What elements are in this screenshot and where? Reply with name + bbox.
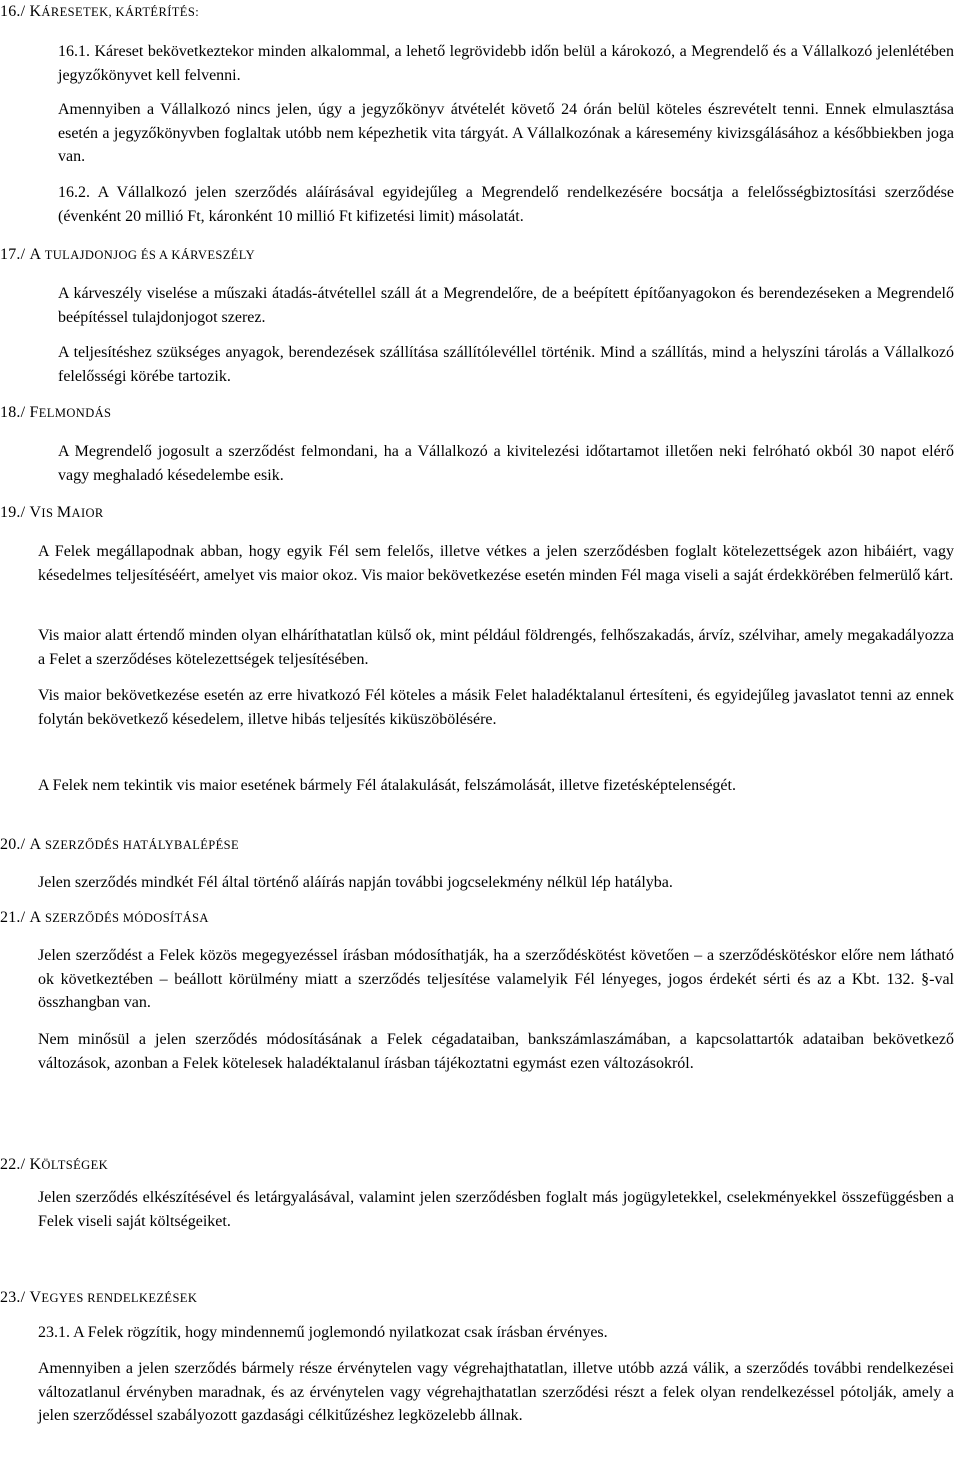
paragraph-19-1: A Felek megállapodnak abban, hogy egyik Fél sem felelős, illetve vétkes a jelen szerződésben foglalt kötelezettségek azon hibáiért, vagy késedelmes teljesítéséért, amelyet vis maior okoz. Vis maior bekövetkezése esetén minden Fél maga viseli a saját érdekkörében felmerülő kárt. xyxy=(38,543,954,584)
section-number: 22./ xyxy=(0,1156,26,1173)
section-17-heading xyxy=(0,243,255,268)
title-rest: ÖLTSÉGEK xyxy=(41,1158,109,1172)
paragraph-21-2: Nem minősül a jelen szerződés módosításának a Felek cégadataiban, bankszámlaszámában, a kapcsolattartók adataiban bekövetkező változások, azonban a Felek kötelesek haladéktalanul írásban tájékoztatni egymást ezen változásokról. xyxy=(38,1031,954,1072)
title-initial: V xyxy=(29,1289,42,1306)
section-title xyxy=(29,248,255,262)
title-rest: IS xyxy=(41,506,57,520)
section-16-heading xyxy=(0,0,199,25)
section-number: 19./ xyxy=(0,504,26,521)
section-title xyxy=(29,911,208,925)
paragraph-17-1: A kárveszély viselése a műszaki átadás-átvétellel száll át a Megrendelőre, de a beépített építőanyagokon és berendezéseken a Megrendelő beépítéssel tulajdonjogot szerez. xyxy=(58,285,954,326)
section-title xyxy=(29,506,103,520)
section-20-heading xyxy=(0,833,239,858)
section-number: 23./ xyxy=(0,1289,26,1306)
paragraph-16-1-b: Amennyiben a Vállalkozó nincs jelen, úgy a jegyzőkönyv átvételét követő 24 órán belül köteles észrevételt tenni. Ennek elmulasztása esetén a jegyzőkönyvben foglaltak utóbb nem képezhetik vita tárgyát. A Vállalkozónak a káresemény kivizsgálásához a későbbiekben joga van. xyxy=(58,101,954,165)
section-19-heading xyxy=(0,501,104,526)
paragraph-22-1: Jelen szerződés elkészítésével és letárgyalásával, valamint jelen szerződésben foglalt más jogügyletekkel, cselekményekkel összefüggésben a Felek viseli saját költségeiket. xyxy=(38,1189,954,1230)
section-number: 21./ xyxy=(0,909,26,926)
title-rest: EGYES RENDELKEZÉSEK xyxy=(41,1291,198,1305)
title-rest: AIOR xyxy=(71,506,104,520)
section-title xyxy=(29,5,199,19)
section-18-heading xyxy=(0,401,111,426)
title-initial: M xyxy=(56,504,72,521)
title-rest: ÁRESETEK, KÁRTÉRÍTÉS: xyxy=(41,5,200,19)
title-initial: A xyxy=(29,836,42,853)
title-initial: A xyxy=(29,909,42,926)
section-title xyxy=(29,1158,108,1172)
paragraph-21-1: Jelen szerződést a Felek közös megegyezéssel írásban módosíthatják, ha a szerződéskötést követően – a szerződéskötéskor előre nem látható ok következtében – beállott körülmény miatt a szerződés teljesítése valamelyik Fél lényeges, jogos érdekét sérti és az a Kbt. 132. §-val összhangban van. xyxy=(38,947,954,1011)
section-title xyxy=(29,838,239,852)
title-rest: SZERZŐDÉS HATÁLYBALÉPÉSE xyxy=(41,838,240,852)
section-title xyxy=(29,406,111,420)
section-22-heading xyxy=(0,1153,108,1178)
section-number: 17./ xyxy=(0,246,26,263)
paragraph-16-2: 16.2. A Vállalkozó jelen szerződés aláírásával egyidejűleg a Megrendelő rendelkezésére bocsátja a felelősségbiztosítási szerződése (évenként 20 millió Ft, káronként 10 millió Ft kifizetési limit) másolatát. xyxy=(58,184,954,225)
section-number: 18./ xyxy=(0,404,26,421)
title-initial: F xyxy=(29,404,39,421)
paragraph-17-2: A teljesítéshez szükséges anyagok, berendezések szállítása szállítólevéllel történik. Mind a szállítás, mind a helyszíni tárolás a Vállalkozó felelősségi körébe tartozik. xyxy=(58,344,954,385)
section-number: 20./ xyxy=(0,836,26,853)
paragraph-19-2: Vis maior alatt értendő minden olyan elháríthatatlan külső ok, mint például földrengés, felhőszakadás, árvíz, szélvihar, amely megakadályozza a Felet a szerződéses kötelezettségek teljesítésében. xyxy=(38,627,954,668)
paragraph-20-1: Jelen szerződés mindkét Fél által történő aláírás napján további jogcselekmény nélkül lép hatályba. xyxy=(38,874,673,891)
section-number: 16./ xyxy=(0,3,26,20)
section-title xyxy=(29,1291,197,1305)
title-initial: K xyxy=(29,3,42,20)
section-21-heading xyxy=(0,906,209,931)
section-23-heading xyxy=(0,1286,197,1311)
paragraph-19-4: A Felek nem tekintik vis maior esetének bármely Fél átalakulását, felszámolását, illetve fizetésképtelenségét. xyxy=(38,777,736,794)
title-rest: ELMONDÁS xyxy=(38,406,112,420)
paragraph-19-3: Vis maior bekövetkezése esetén az erre hivatkozó Fél köteles a másik Felet haladéktalanul értesíteni, és egyidejűleg javaslatot tenni az ennek folytán bekövetkező késedelem, illetve hibás teljesítés kiküszöbölésére. xyxy=(38,687,954,728)
title-initial: K xyxy=(29,1156,42,1173)
paragraph-18-1: A Megrendelő jogosult a szerződést felmondani, ha a Vállalkozó a kivitelezési időtartamot illetően neki felróható okból 30 napot elérő vagy meghaladó késedelembe esik. xyxy=(58,443,954,484)
title-initial: A xyxy=(29,246,42,263)
title-rest: TULAJDONJOG ÉS A KÁRVESZÉLY xyxy=(41,248,256,262)
paragraph-23-1: 23.1. A Felek rögzítik, hogy mindennemű joglemondó nyilatkozat csak írásban érvényes. xyxy=(38,1324,608,1341)
paragraph-23-2: Amennyiben a jelen szerződés bármely része érvénytelen vagy végrehajthatatlan, illetve utóbb azzá válik, a szerződés további rendelkezései változatlanul érvényben maradnak, és az érvénytelen vagy végrehajthatatlan szerződési részt a felek olyan rendelkezéssel pótolják, amely a jelen szerződéssel szabályozott gazdasági célkitűzéshez legközelebb állnak. xyxy=(38,1360,954,1424)
title-rest: SZERZŐDÉS MÓDOSÍTÁSA xyxy=(41,911,209,925)
title-initial: V xyxy=(29,504,42,521)
paragraph-16-1: 16.1. Káreset bekövetkeztekor minden alkalommal, a lehető legrövidebb időn belül a károkozó, a Megrendelő és a Vállalkozó jelenlétében jegyzőkönyvet kell felvenni. xyxy=(58,43,954,84)
